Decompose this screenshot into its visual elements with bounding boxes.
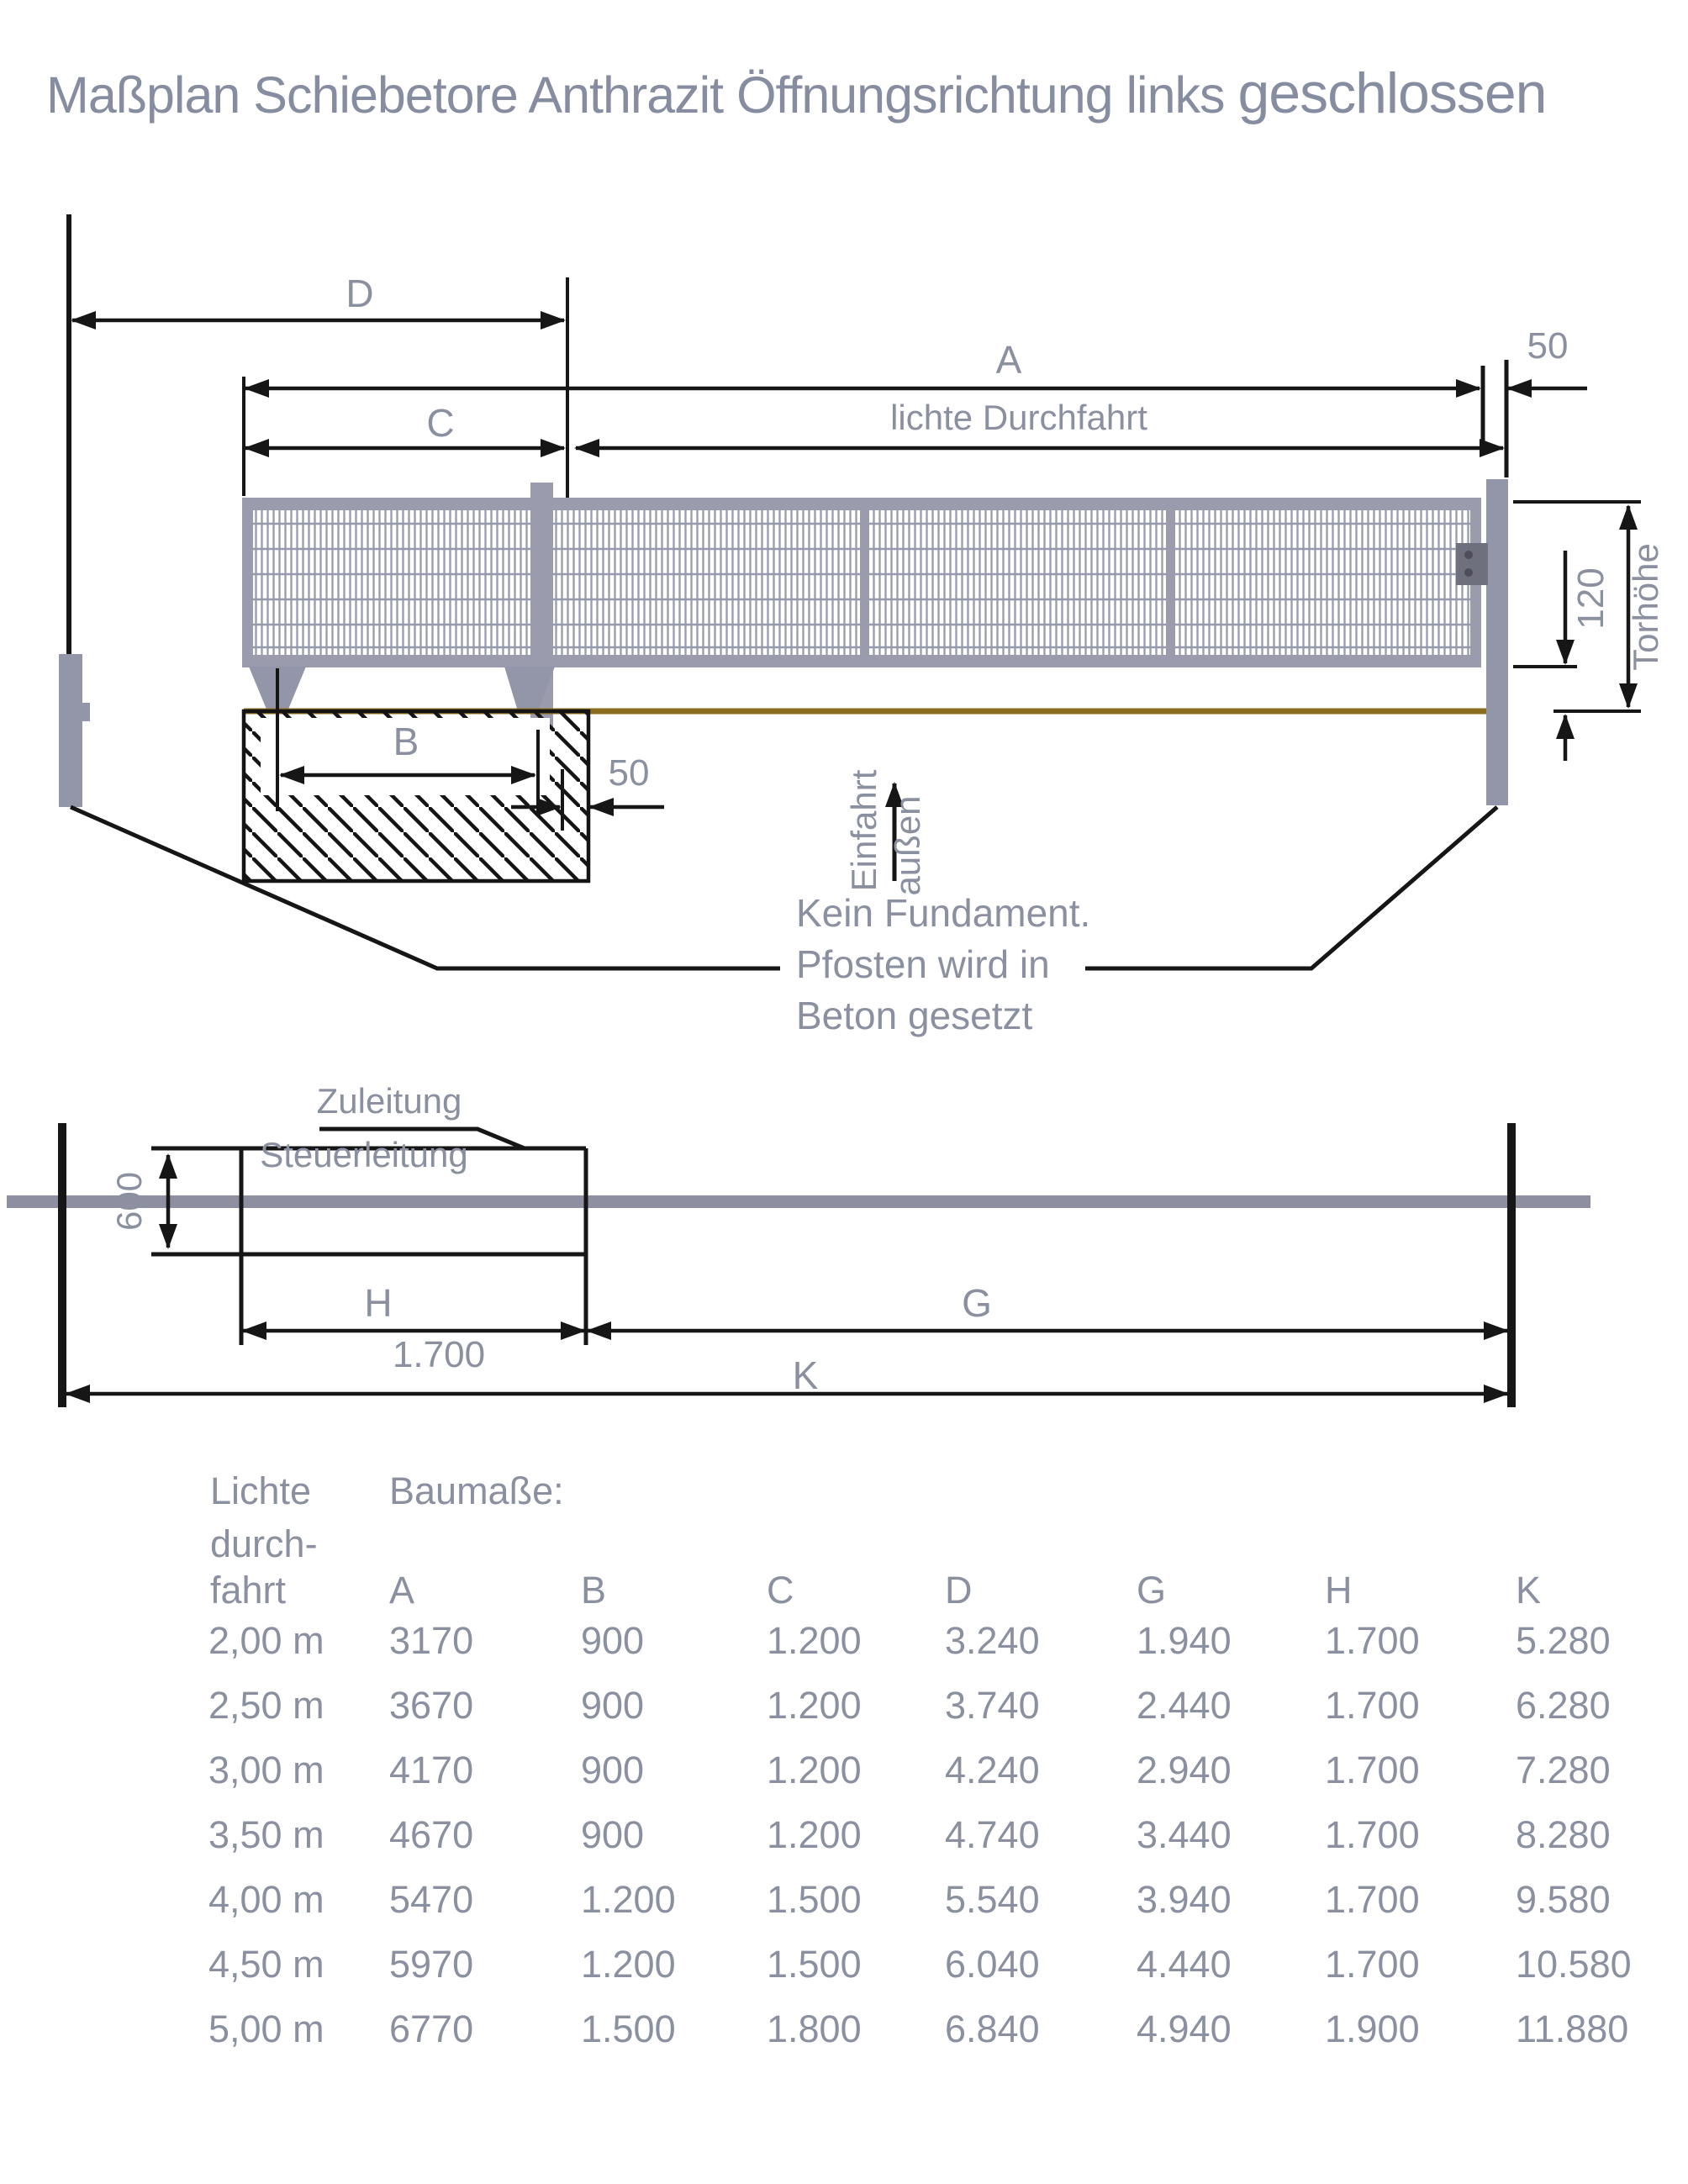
table-cell: 5.280 [1516,1619,1611,1662]
table-col-k: K [1516,1569,1542,1612]
table-cell: 2,50 m [208,1684,324,1727]
table-cell: 1.500 [767,1878,862,1921]
page-title [46,61,1547,126]
table-cell: 1.900 [1325,2007,1420,2050]
table-cell: 4.940 [1137,2007,1232,2050]
table-cell: 2.940 [1137,1749,1232,1791]
table-header-lichte-3: fahrt [210,1569,287,1612]
table-col-g: G [1137,1569,1167,1612]
dim-label-a: A [995,338,1022,382]
table-cell: 1.200 [581,1878,676,1921]
table-cell: 1.500 [581,2007,676,2050]
table-cell: 1.700 [1325,1943,1420,1986]
table-cell: 4670 [389,1813,474,1856]
dim-label-g: G [962,1281,992,1325]
dim-label-d: D [346,272,374,315]
table-col-c: C [767,1569,794,1612]
dim-label-lichte: lichte Durchfahrt [890,398,1147,437]
table-cell: 4.240 [945,1749,1040,1791]
table-cell: 4,50 m [208,1943,324,1986]
table-col-h: H [1325,1569,1353,1612]
dim-label-c: C [426,401,455,445]
table-cell: 5470 [389,1878,474,1921]
table-cell: 1.200 [767,1619,862,1662]
table-cell: 6.840 [945,2007,1040,2050]
control-line-label: Steuerleitung [260,1135,468,1174]
gate-lock [1456,543,1488,585]
note-pointer-right [1085,807,1497,968]
dim-label-post-gap: 50 [1527,325,1569,367]
table-cell: 1.700 [1325,1619,1420,1662]
table-cell: 5,00 m [208,2007,324,2050]
gate-frame-mid1 [860,498,869,667]
table-cell: 10.580 [1516,1943,1632,1986]
left-post [59,654,82,807]
table-header-lichte-2: durch- [210,1522,318,1565]
table-cell: 6.040 [945,1943,1040,1986]
page-title-main: Maßplan Schiebetore Anthrazit Öffnungsrichtung links [46,66,1238,124]
table-cell: 7.280 [1516,1749,1611,1791]
table-col-a: A [389,1569,415,1612]
table-cell: 1.500 [767,1943,862,1986]
table-cell: 3.940 [1137,1878,1232,1921]
supply-line-label: Zuleitung [316,1081,462,1121]
table-cell: 4.440 [1137,1943,1232,1986]
table-cell: 1.700 [1325,1878,1420,1921]
dimension-table [208,1619,1633,2072]
table-cell: 1.700 [1325,1749,1420,1791]
table-cell: 4170 [389,1749,474,1791]
lock-detail-icon [1464,568,1473,577]
entry-label-line1: Einfahrt [844,769,884,892]
entry-label-line2: außen [888,795,927,896]
dim-label-clearance: 120 [1570,567,1612,630]
dim-label-b: B [393,720,419,763]
table-cell: 3,50 m [208,1813,324,1856]
table-cell: 3.740 [945,1684,1040,1727]
right-post [1486,479,1508,805]
table-cell: 1.200 [581,1943,676,1986]
table-cell: 8.280 [1516,1813,1611,1856]
table-cell: 2.440 [1137,1684,1232,1727]
table-header-lichte-1: Lichte [210,1469,312,1512]
gate-frame-mid2 [1166,498,1175,667]
table-cell: 3.440 [1137,1813,1232,1856]
dim-label-h-value: 1.700 [392,1334,486,1375]
table-cell: 9.580 [1516,1878,1611,1921]
table-cell: 3.240 [945,1619,1040,1662]
dim-label-foundation-gap: 50 [608,752,650,794]
table-cell: 1.200 [767,1684,862,1727]
table-cell: 4.740 [945,1813,1040,1856]
dim-label-offset: 600 [109,1171,149,1232]
table-cell: 3170 [389,1619,474,1662]
table-cell: 3670 [389,1684,474,1727]
sliding-gate [242,483,1481,728]
table-cell: 4,00 m [208,1878,324,1921]
fence-line [7,1195,1590,1208]
table-col-b: B [581,1569,607,1612]
table-cell: 5.540 [945,1878,1040,1921]
table-cell: 11.880 [1516,2007,1629,2050]
lock-detail-icon [1464,551,1473,559]
dim-label-h: H [364,1281,393,1325]
table-cell: 2,00 m [208,1619,324,1662]
left-post-latch [82,703,90,721]
table-col-d: D [945,1569,973,1612]
dim-label-gate-height: Torhöhe [1626,543,1665,671]
table-cell: 1.200 [767,1813,862,1856]
page-title-suffix: geschlossen [1237,61,1547,125]
table-cell: 6770 [389,2007,474,2050]
table-group-header: Baumaße: [389,1469,564,1512]
table-cell: 3,00 m [208,1749,324,1791]
table-cell: 1.800 [767,2007,862,2050]
table-cell: 900 [581,1749,645,1791]
table-cell: 900 [581,1813,645,1856]
foundation-note-line3: Beton gesetzt [796,994,1033,1037]
foundation-note-line1: Kein Fundament. [796,891,1091,935]
gate-frame-left [242,498,253,667]
table-cell: 6.280 [1516,1684,1611,1727]
table-cell: 900 [581,1619,645,1662]
table-cell: 1.940 [1137,1619,1232,1662]
dim-label-k: K [792,1353,819,1397]
table-cell: 900 [581,1684,645,1727]
foundation-note-line2: Pfosten wird in [796,942,1050,986]
table-cell: 1.200 [767,1749,862,1791]
table-cell: 5970 [389,1943,474,1986]
foundation-note [796,888,1090,1042]
table-cell: 1.700 [1325,1684,1420,1727]
table-cell: 1.700 [1325,1813,1420,1856]
